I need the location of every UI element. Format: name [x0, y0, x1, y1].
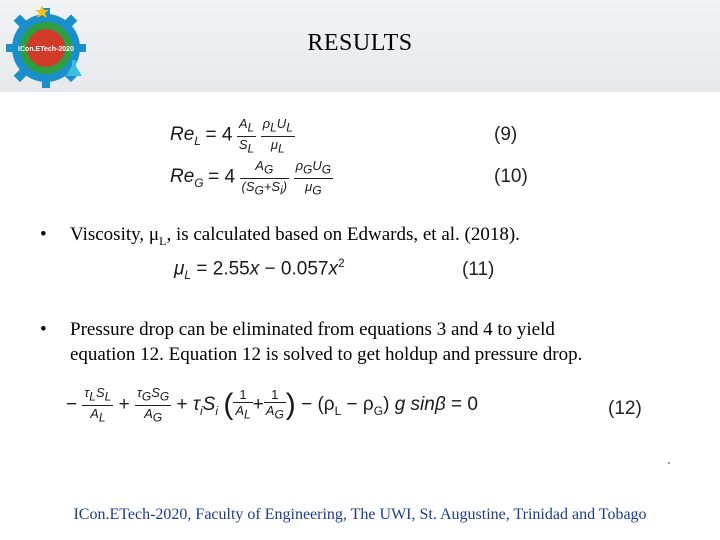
footer-text: ICon.ETech-2020, Faculty of Engineering, The UWI, St. Augustine, Trinidad and Tobago — [73, 506, 647, 523]
eq9-fraction-1: $\frac{A_L}{S_L}$ — [238, 116, 255, 156]
equation-9: $Re_L = 4$ $\frac{A_L}{S_L}$ $\frac{\rho_LU_L}{\mu_L}$ — [170, 116, 293, 156]
eq10-lhs: $Re_G$ — [170, 166, 204, 191]
eq9-coef: 4 — [221, 124, 233, 146]
eq12-frac-1-over-AL: $\frac{1}{A_L}$ — [235, 387, 251, 422]
page-title: RESULTS — [307, 30, 413, 56]
logo-text: ICon.ETech-2020 — [18, 46, 74, 53]
equation-11: $\mu_L = 2.55x - 0.057x^2$ — [174, 256, 345, 283]
eq9-fraction-2: $\frac{\rho_LU_L}{\mu_L}$ — [262, 116, 293, 156]
eq12-number: (12) — [608, 398, 642, 419]
bullet-viscosity: • Viscosity, $\mu_L$, is calculated based on Edwards, et al. (2018). — [40, 224, 520, 248]
bullet-dot: • — [40, 224, 47, 245]
bullet-dot: • — [40, 319, 47, 340]
stray-dot — [668, 462, 670, 464]
equation-12: − $\frac{\tau_LS_L}{A_L}$ + $\frac{\tau_GS_G}{A_G}$ + $\tau_iS_i$ ( $\frac{1}{A_L}$ + $\frac{1}{A_G}$ ) − $(\rho_L - \rho_G)$ g sinβ = 0 — [66, 385, 478, 425]
eq12-term-gas: $\frac{\tau_GS_G}{A_G}$ — [136, 385, 170, 425]
eq10-coef: 4 — [224, 166, 236, 188]
eq12-frac-1-over-AG: $\frac{1}{A_G}$ — [265, 387, 284, 422]
eq12-term-liquid: $\frac{\tau_LS_L}{A_L}$ — [84, 385, 112, 425]
equation-10: $Re_G = 4$ $\frac{A_G}{(S_G+S_i)}$ $\frac{\rho_GU_G}{\mu_G}$ — [170, 158, 332, 198]
eq11-number: (11) — [462, 259, 495, 280]
eq10-fraction-1: $\frac{A_G}{(S_G+S_i)}$ — [241, 158, 288, 198]
eq10-fraction-2: $\frac{\rho_GU_G}{\mu_G}$ — [295, 158, 332, 198]
bullet-pressure-drop: • Pressure drop can be eliminated from equations 3 and 4 to yield equation 12. Equation 12 is solved to get holdup and pressure drop. — [40, 319, 583, 365]
eq9-lhs: $Re_L$ — [170, 124, 201, 149]
eq10-number: (10) — [494, 166, 528, 187]
eq9-number: (9) — [494, 124, 518, 145]
